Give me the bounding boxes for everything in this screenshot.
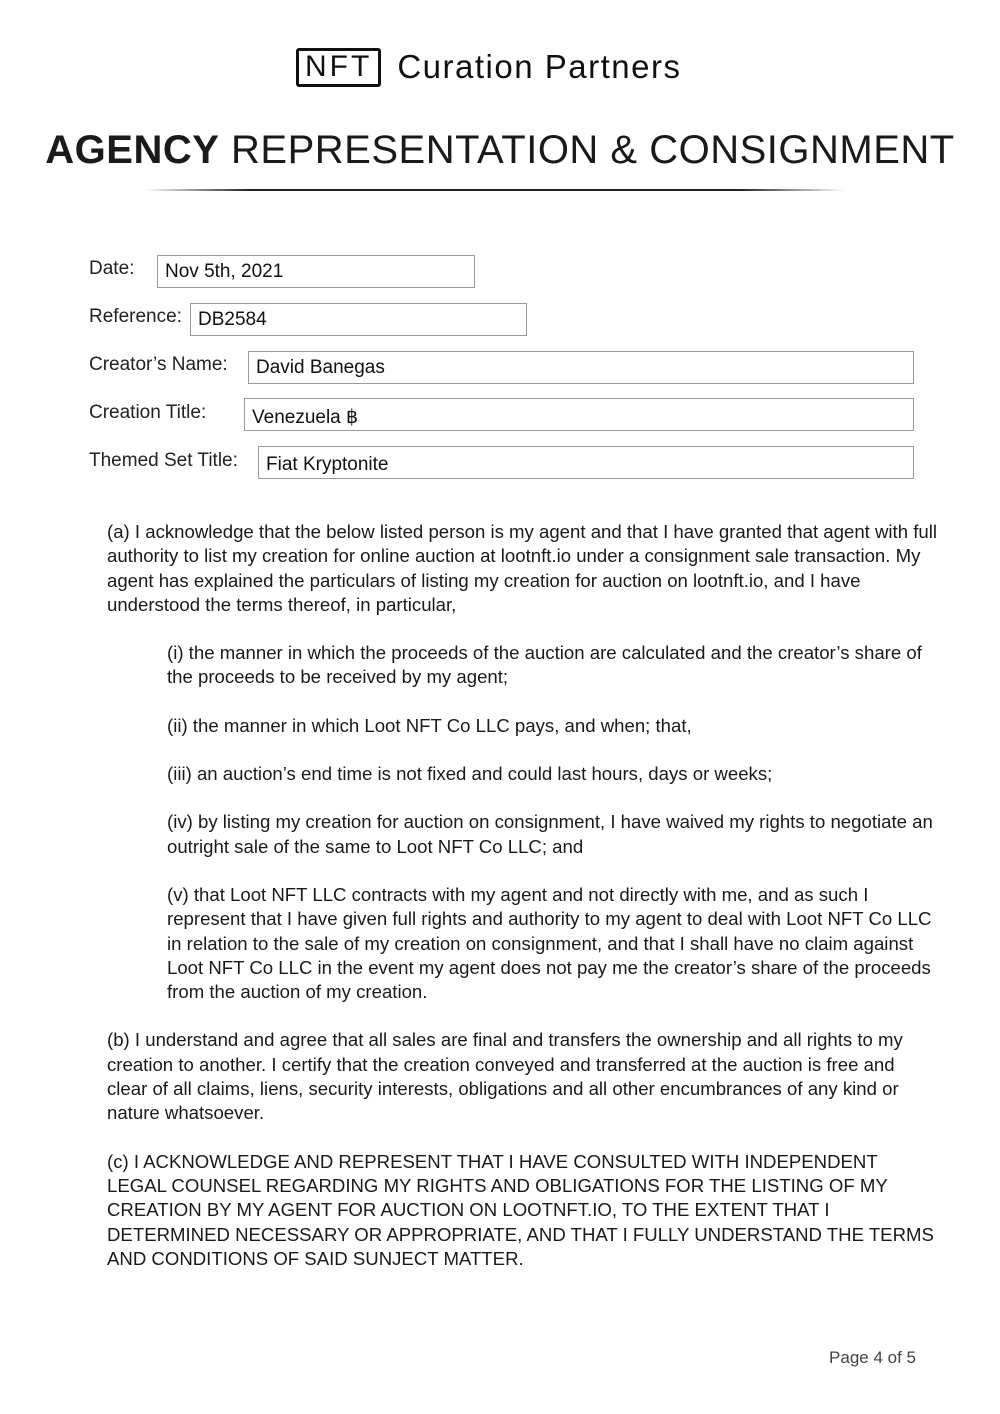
creator-name-label: Creator’s Name: <box>89 354 228 375</box>
title-rest: REPRESENTATION & CONSIGNMENT <box>231 128 955 172</box>
agreement-body <box>107 520 937 1295</box>
company-logo <box>296 46 681 88</box>
date-label: Date: <box>89 258 135 279</box>
creation-title-field[interactable]: Venezuela ฿ <box>244 398 914 431</box>
logo-nft-box: NFT <box>296 48 381 87</box>
title-bold: AGENCY <box>45 128 220 172</box>
clause-ii: (ii) the manner in which Loot NFT Co LLC pays, and when; that, <box>167 714 692 736</box>
themed-set-title-label: Themed Set Title: <box>89 450 238 471</box>
clause-i: (i) the manner in which the proceeds of the auction are calculated and the creator’s share of the proceeds to be received by my agent; <box>167 642 922 688</box>
document-title <box>0 128 1000 173</box>
themed-set-title-field[interactable]: Fiat Kryptonite <box>258 446 914 479</box>
title-divider <box>145 189 845 191</box>
date-field[interactable]: Nov 5th, 2021 <box>157 255 475 288</box>
logo-wordmark: Curation Partners <box>397 48 682 85</box>
creator-name-field[interactable]: David Banegas <box>248 351 914 384</box>
reference-label: Reference: <box>89 306 182 327</box>
clause-v: (v) that Loot NFT LLC contracts with my agent and not directly with me, and as such I represent that I have given full rights and authority to my agent to deal with Loot NFT Co LLC in relation to the sale of my creation on consignment, and that I shall have no claim against Loot NFT Co LLC in the event my agent does not pay me the creator’s share of the proceeds from the auction of my creation. <box>167 883 932 1003</box>
clause-b: (b) I understand and agree that all sales are final and transfers the ownership and all rights to my creation to another. I certify that the creation conveyed and transferred at the auction is free and clear of all claims, liens, security interests, obligations and all other encumbrances of any kind or nature whatsoever. <box>107 1029 903 1124</box>
page-number: Page 4 of 5 <box>829 1348 916 1367</box>
reference-field[interactable]: DB2584 <box>190 303 527 336</box>
clause-a: (a) I acknowledge that the below listed person is my agent and that I have granted that agent with full authority to list my creation for online auction at lootnft.io under a consignment sale transaction. My agent has explained the particulars of listing my creation for auction on lootnft.io, and I have understood the terms thereof, in particular, <box>107 521 937 615</box>
clause-c: (c) I ACKNOWLEDGE AND REPRESENT THAT I HAVE CONSULTED WITH INDEPENDENT LEGAL COUNSEL REGARDING MY RIGHTS AND OBLIGATIONS FOR THE LISTING OF MY CREATION BY MY AGENT FOR AUCTION ON LOOTNFT.IO, TO THE EXTENT THAT I DETERMINED NECESSARY OR APPROPRIATE, AND THAT I FULLY UNDERSTAND THE TERMS AND CONDITIONS OF SAID SUNJECT MATTER. <box>107 1150 934 1269</box>
creation-title-label: Creation Title: <box>89 402 207 423</box>
clause-iii: (iii) an auction’s end time is not fixed and could last hours, days or weeks; <box>167 763 773 785</box>
clause-iv: (iv) by listing my creation for auction on consignment, I have waived my rights to negotiate an outright sale of the same to Loot NFT Co LLC; and <box>167 811 933 857</box>
